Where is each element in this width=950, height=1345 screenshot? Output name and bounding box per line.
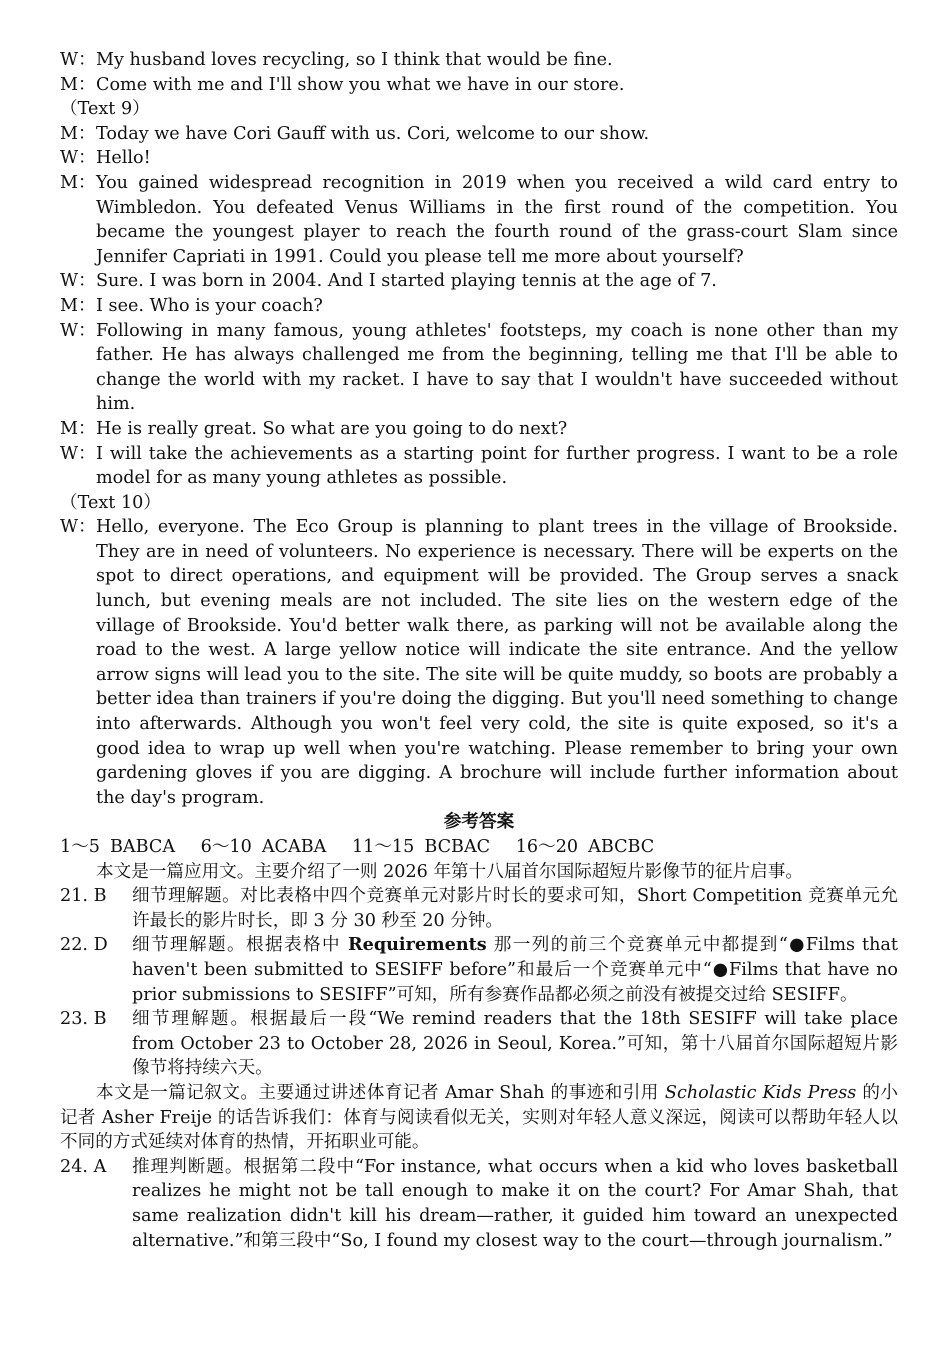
dialogue-line xyxy=(60,73,898,98)
answer-text-bold: Requirements xyxy=(348,934,487,956)
speaker-label: W： xyxy=(60,443,96,464)
speaker-label: W： xyxy=(60,148,96,169)
answer-explanation xyxy=(60,933,898,1007)
speaker-label: W： xyxy=(60,320,96,341)
answer-text: 细节理解题。对比表格中四个竞赛单元对影片时长的要求可知，Short Competition 竞赛单元允许最长的影片时长，即 3 分 30 秒至 20 分钟。 xyxy=(132,886,898,931)
dialogue-text: You gained widespread recognition in 2019 when you received a wild card entry to Wimbledon. You defeated Venus Williams in the first round of the competition. You became the youngest player to reach the fourth round of the grass-court Slam since Jennifer Capriati in 1991. Could you please tell me more about yourself? xyxy=(96,172,898,267)
speaker-label: M： xyxy=(60,295,96,316)
dialogue-line xyxy=(60,442,898,491)
dialogue-text: Come with me and I'll show you what we have in our store. xyxy=(96,74,625,95)
answer-key-group xyxy=(516,837,655,857)
passage-b-intro xyxy=(60,1081,898,1155)
speaker-label: W： xyxy=(60,517,96,538)
speaker-label: M： xyxy=(60,418,96,439)
answer-text-post: 那一列的前三个竞赛单元中都提到“●Films that haven't been submitted to SESIFF before”和最后一个竞赛单元中“●Films that have no prior submissions to SESIFF”可知，所有参赛作品都必须之前没有被提交过给 SESIFF。 xyxy=(132,935,898,1005)
answer-range: 1～5 xyxy=(60,837,100,857)
answer-text: 推理判断题。根据第二段中“For instance, what occurs when a kid who loves basketball realizes he might not be tall enough to make it on the court? For Amar Shah, that same realization didn't kill his dream—rather, it guided him toward an unexpected alternative.”和第三段中“So, I found my closest way to the court—through journalism.” xyxy=(132,1156,898,1251)
answer-text xyxy=(132,933,898,1007)
speaker-label: M： xyxy=(60,74,96,95)
dialogue-text: Hello! xyxy=(96,148,151,169)
dialogue-line xyxy=(60,146,898,171)
dialogue-text: Today we have Cori Gauff with us. Cori, welcome to our show. xyxy=(96,123,650,144)
dialogue-text: Sure. I was born in 2004. And I started playing tennis at the age of 7. xyxy=(96,271,717,292)
dialogue-line xyxy=(60,171,898,269)
document-page xyxy=(60,48,898,1253)
answer-key: ABCBC xyxy=(588,837,655,857)
dialogue-text: I will take the achievements as a starting point for further progress. I want to be a role model for as many young athletes as possible. xyxy=(96,443,898,489)
dialogue-text: My husband loves recycling, so I think that would be fine. xyxy=(96,50,613,70)
answer-text-pre: 细节理解题。根据表格中 xyxy=(132,935,348,956)
intro-pre: 本文是一篇记叙文。主要通过讲述体育记者 Amar Shah 的事迹和引用 xyxy=(96,1082,665,1103)
answer-range: 16～20 xyxy=(515,837,579,857)
speaker-label: M： xyxy=(60,172,96,193)
answer-range: 6～10 xyxy=(200,837,252,857)
answer-explanation xyxy=(60,1155,898,1253)
answer-explanation xyxy=(60,1007,898,1081)
answer-number: 22. D xyxy=(60,935,108,956)
answer-key: ACABA xyxy=(261,837,327,857)
text9-header: （Text 9） xyxy=(60,99,150,120)
answer-key: BABCA xyxy=(109,837,176,857)
answer-number: 23. B xyxy=(60,1009,107,1030)
dialogue-line xyxy=(60,122,898,147)
dialogue-text: I see. Who is your coach? xyxy=(96,295,323,316)
dialogue-text: Following in many famous, young athletes' footsteps, my coach is none other than my father. He has always challenged me from the beginning, telling me that I'll be able to change the world with my racket. I have to say that I wouldn't have succeeded without him. xyxy=(96,320,898,415)
dialogue-line xyxy=(60,48,898,73)
speaker-label: W： xyxy=(60,271,96,292)
answer-key-group xyxy=(60,837,175,857)
speaker-label: W： xyxy=(60,50,96,70)
dialogue-line xyxy=(60,417,898,442)
intro-post: 的小记者 Asher Freije 的话告诉我们：体育与阅读看似无关，实则对年轻人意义深远，阅读可以帮助年轻人以不同的方式延续对体育的热情，开拓职业可能。 xyxy=(60,1082,899,1153)
speaker-label: M： xyxy=(60,123,96,144)
answer-number: 24. A xyxy=(60,1156,107,1177)
answer-key-group xyxy=(352,837,490,857)
answer-range: 11～15 xyxy=(351,837,415,857)
dialogue-line xyxy=(60,294,898,319)
dialogue-line xyxy=(60,269,898,294)
intro-italic: Scholastic Kids Press xyxy=(664,1082,857,1103)
dialogue-line xyxy=(60,515,898,810)
answer-keys xyxy=(60,835,898,860)
dialogue-text: He is really great. So what are you going to do next? xyxy=(96,418,568,439)
answer-key-group xyxy=(201,837,327,857)
text10-header: （Text 10） xyxy=(60,492,161,513)
answer-text: 细节理解题。根据最后一段“We remind readers that the 18th SESIFF will take place from October 23 to October 28, 2026 in Seoul, Korea.”可知，第十八届首尔国际超短片影像节将持续六天。 xyxy=(132,1009,898,1079)
answer-number: 21. B xyxy=(60,886,107,907)
dialogue-line xyxy=(60,319,898,417)
dialogue-text: Hello, everyone. The Eco Group is planning to plant trees in the village of Brookside. They are in need of volunteers. No experience is necessary. There will be experts on the spot to direct operations, and equipment will be provided. The Group serves a snack lunch, but evening meals are not included. The site lies on the western edge of the village of Brookside. You'd better walk there, as parking will not be available along the road to the west. A large yellow notice will indicate the site entrance. And the yellow arrow signs will lead you to the site. The site will be quite muddy, so boots are probably a better idea than trainers if you're doing the digging. But you'll need something to change into afterwards. Although you won't feel very cold, the site is quite exposed, so it's a good idea to wrap up well when you're watching. Please remember to bring your own gardening gloves if you are digging. A brochure will include further information about the day's program. xyxy=(96,517,898,808)
passage-a-intro: 本文是一篇应用文。主要介绍了一则 2026 年第十八届首尔国际超短片影像节的征片启事。 xyxy=(96,861,803,882)
answer-explanation xyxy=(60,884,898,933)
answers-title: 参考答案 xyxy=(443,811,515,833)
answer-key: BCBAC xyxy=(424,837,491,857)
